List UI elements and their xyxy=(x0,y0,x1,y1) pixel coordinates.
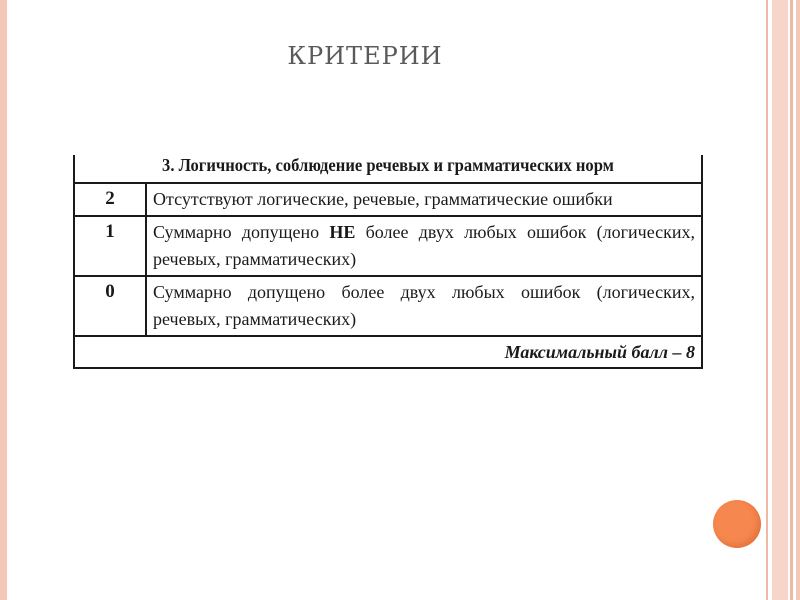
table-row xyxy=(74,216,702,276)
table-header-cell xyxy=(74,155,702,183)
frame-line xyxy=(766,0,768,600)
score-cell: 1 xyxy=(74,216,146,276)
frame-line xyxy=(796,0,800,600)
description-text: Суммарно допущено более двух любых ошибок (логических, речевых, грамматических) xyxy=(153,282,695,329)
description-cell xyxy=(146,183,702,216)
score-cell: 2 xyxy=(74,183,146,216)
frame-band xyxy=(772,0,788,600)
description-cell xyxy=(146,216,702,276)
table-row xyxy=(74,183,702,216)
table-header-row xyxy=(74,155,702,183)
description-cell xyxy=(146,276,702,336)
frame-line xyxy=(790,0,793,600)
score-cell: 0 xyxy=(74,276,146,336)
description-emphasis: НЕ xyxy=(329,222,356,242)
max-score-cell: Максимальный балл – 8 xyxy=(74,336,702,368)
description-text: более двух любых ошибок (логических, речевых, грамматических) xyxy=(153,222,695,269)
orange-circle-decoration xyxy=(713,500,761,548)
criteria-table xyxy=(73,155,703,369)
left-decorative-stripe xyxy=(0,0,7,600)
description-text: Отсутствуют логические, речевые, грамматические ошибки xyxy=(153,189,613,209)
right-decorative-frame xyxy=(766,0,800,600)
table-header-text: 3. Логичность, соблюдение речевых и грамматических норм xyxy=(162,155,614,175)
description-text: Суммарно допущено xyxy=(153,222,330,242)
table-footer-row xyxy=(74,336,702,368)
table-row xyxy=(74,276,702,336)
slide-title: КРИТЕРИИ xyxy=(287,42,443,70)
